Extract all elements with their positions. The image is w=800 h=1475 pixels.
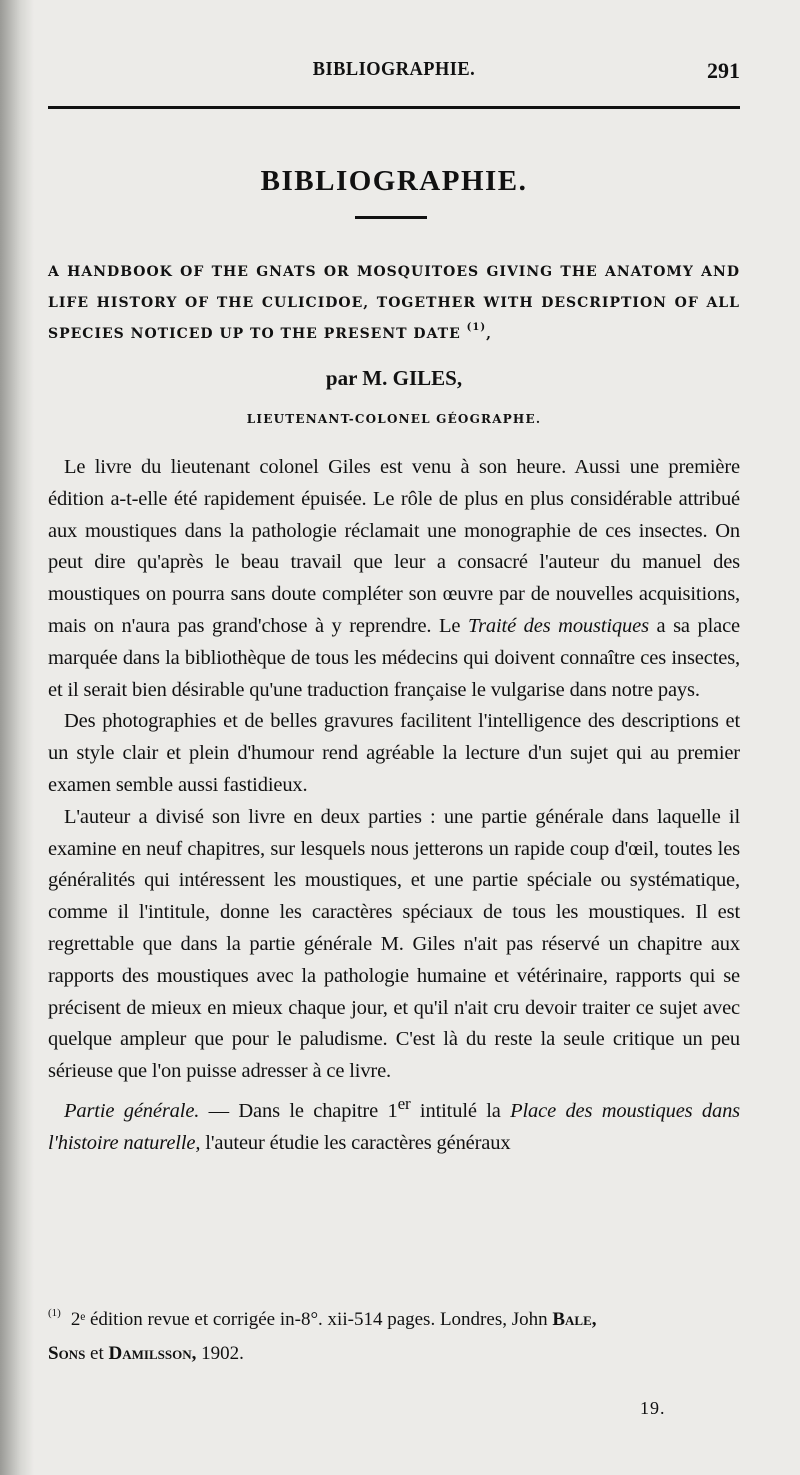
author-line: par M. GILES, [325, 366, 463, 390]
page-number: 291 [707, 58, 740, 83]
paragraph [48, 452, 740, 706]
section-title: BIBLIOGRAPHIE. [260, 165, 528, 197]
footnote-text: et [85, 1343, 109, 1364]
paragraph: L'auteur a divisé son livre en deux parties : une partie générale dans laquelle il examine en neuf chapitres, sur lesquels nous jetterons un rapide coup d'œil, toutes les généralités qui intéressent les moustiques, et une partie spéciale ou systématique, comme il l'intitule, donne les caractères spéciaux de tous les moustiques. Il est regrettable que dans la partie générale M. Giles n'ait pas réservé un chapitre aux rapports des moustiques avec la pathologie humaine et vétérinaire, rapports qui se précisent de mieux en mieux chaque jour, et qu'il n'ait cru devoir traiter ce sujet avec quelque ampleur que pour le paludisme. C'est là du reste la seule critique un peu sérieuse que l'on puisse adresser à ce livre. [48, 805, 740, 1083]
signature-mark: 19. [640, 1398, 666, 1418]
italic-title: Traité des moustiques [467, 614, 649, 637]
book-title-end: , [486, 326, 492, 342]
binding-shadow [0, 0, 34, 1475]
header-rule [48, 106, 740, 109]
publisher-name: Damilsson, [108, 1343, 197, 1364]
paragraph [48, 1088, 740, 1159]
paragraph-text: intitulé la [410, 1099, 511, 1122]
footnote-year: 1902. [196, 1343, 244, 1364]
running-head [48, 58, 740, 88]
paragraph: Des photographies et de belles gravures facilitent l'intelligence des descriptions et un style clair et plein d'humour rend agréable la lecture d'un sujet qui au premier examen semble aussi fastidieux. [48, 710, 740, 796]
reviewed-book-title [48, 257, 740, 350]
publisher-sons: Sons [48, 1343, 86, 1364]
publisher-name: Bale, [552, 1309, 597, 1330]
paragraph-text: Le livre du lieutenant colonel Giles est venu à son heure. Aussi une première édition a-t-elle été rapidement épuisée. Le rôle de plus en plus considérable attribué aux moustiques dans la pathologie réclamait une monographie de ces insectes. On peut dire qu'après le beau travail que leur a consacré l'auteur du manuel des moustiques on pourra sans doute compléter son œuvre par de nouvelles acquisitions, mais on n'aura pas grand'chose à y reprendre. Le [48, 456, 740, 637]
ordinal-suffix: er [397, 1093, 411, 1113]
review-body [48, 452, 740, 1159]
book-title-text: A HANDBOOK OF THE GNATS OR MOSQUITOES GIVING THE ANATOMY AND LIFE HISTORY OF THE CULICIDOE, TOGETHER WITH DESCRIPTION OF ALL SPECIES NOTICED UP TO THE PRESENT DATE [48, 264, 740, 342]
running-title: BIBLIOGRAPHIE. [312, 58, 476, 80]
author-affiliation: LIEUTENANT-COLONEL GÉOGRAPHE. [246, 412, 542, 426]
footnote-text: 2ᵉ édition revue et corrigée in-8°. xii-514 pages. Londres, John [70, 1309, 553, 1330]
footnote-marker: (1) [466, 322, 487, 333]
paragraph-text: a sa place marquée dans la bibliothèque de tous les médecins qui doivent connaître ces insectes, et il serait bien désirable qu'une traduction française le vulgarise dans notre pays. [48, 614, 740, 701]
paragraph-text: — Dans le chapitre 1 [199, 1099, 398, 1122]
paragraph-text: l'auteur étudie les caractères généraux [200, 1131, 511, 1154]
italic-heading: Partie générale. [64, 1099, 200, 1122]
footnote-number: (1) [48, 1307, 61, 1319]
title-rule [355, 216, 427, 219]
footnote [48, 1303, 740, 1371]
italic-chapter-title: Place des moustiques dans l'histoire naturelle, [48, 1099, 741, 1154]
